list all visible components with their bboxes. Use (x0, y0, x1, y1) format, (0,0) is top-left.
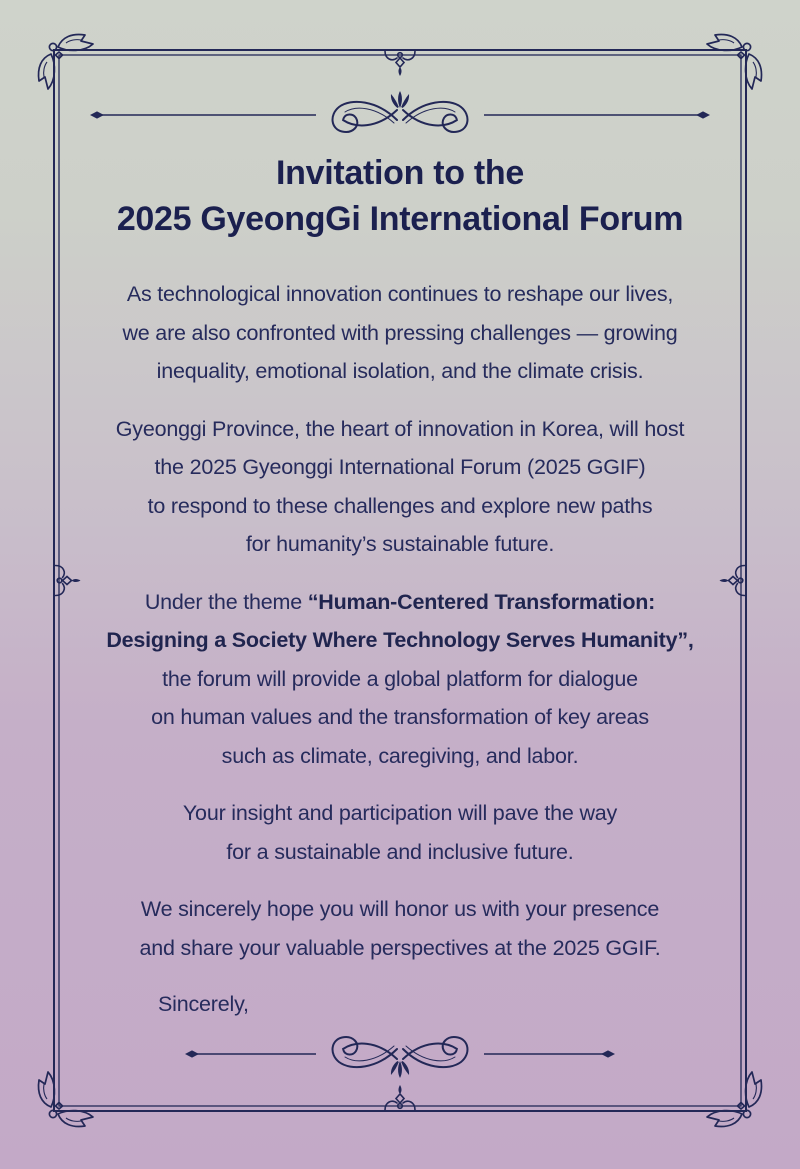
paragraph-line: for a sustainable and inclusive future. (226, 839, 574, 864)
paragraph-line: We sincerely hope you will honor us with your presence (140, 897, 660, 921)
paragraph-theme (0, 583, 800, 776)
paragraph-host-announcement (0, 410, 800, 564)
title-line-2: 2025 GyeongGi International Forum (116, 200, 684, 238)
paragraph-challenges (0, 275, 800, 391)
paragraph-line: the forum will provide a global platform for dialogue (162, 666, 638, 691)
paragraph-participation (0, 794, 800, 871)
paragraph-line: As technological innovation continues to reshape our lives, (126, 282, 674, 306)
paragraph-line: inequality, emotional isolation, and the climate crisis. (156, 359, 644, 383)
theme-line-1 (0, 583, 800, 622)
paragraph-line: Gyeonggi Province, the heart of innovation in Korea, will host (115, 416, 685, 441)
page-title (0, 150, 800, 242)
paragraph-line: for humanity’s sustainable future. (245, 532, 555, 556)
paragraph-line: we are also confronted with pressing challenges — growing (122, 320, 678, 345)
paragraph-line: and share your valuable perspectives at the 2025 GGIF. (139, 935, 661, 960)
signature-line: Sincerely, (158, 992, 249, 1016)
paragraph-line: the 2025 Gyeonggi International Forum (2025 GGIF) (154, 455, 646, 479)
paragraph-line: on human values and the transformation of key areas (151, 705, 649, 729)
paragraph-line: to respond to these challenges and explore new paths (147, 493, 653, 518)
theme-title-part-2: Designing a Society Where Technology Serves Humanity”, (106, 628, 694, 652)
title-line-1: Invitation to the (276, 154, 524, 192)
paragraph-line: such as climate, caregiving, and labor. (221, 743, 579, 768)
paragraph-closing-hope (0, 890, 800, 967)
theme-intro: Under the theme (144, 589, 308, 614)
theme-title-part-1: “Human-Centered Transformation: (307, 589, 656, 614)
paragraph-line: Your insight and participation will pave the way (182, 801, 618, 825)
